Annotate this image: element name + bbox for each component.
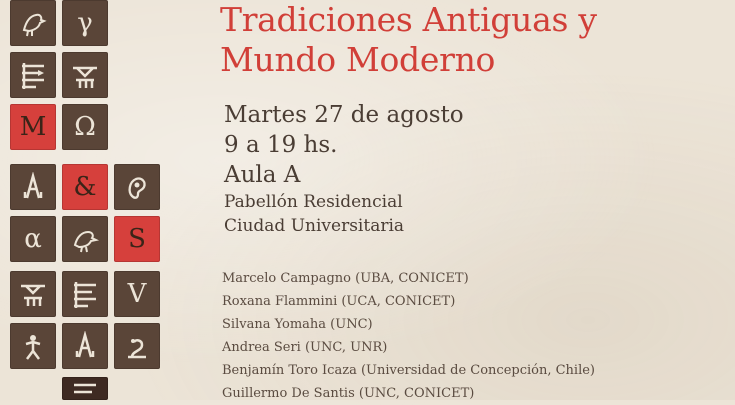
event-time: 9 a 19 hs. <box>224 132 338 158</box>
cuneiform-tile <box>10 52 56 98</box>
reed-glyph-tile <box>10 164 56 210</box>
cuneiform-tile-2 <box>62 52 108 98</box>
speaker-item: Andrea Seri (UNC, UNR) <box>222 340 388 355</box>
event-campus: Ciudad Universitaria <box>224 216 405 236</box>
omega-tile <box>62 104 108 150</box>
cuneiform-tile-4 <box>62 271 108 317</box>
ear-glyph-tile <box>114 164 160 210</box>
title-line-1: Tradiciones Antiguas y <box>220 0 597 39</box>
ampersand-tile <box>62 164 108 210</box>
vee-tile <box>114 271 160 317</box>
figure-icon <box>18 331 48 361</box>
ear-icon <box>122 172 152 202</box>
title-line-2: Mundo Moderno <box>220 40 496 79</box>
event-date: Martes 27 de agosto <box>224 102 464 128</box>
cuneiform-icon <box>18 60 48 90</box>
speaker-list <box>222 267 595 405</box>
event-room: Aula A <box>224 162 301 188</box>
cuneiform-icon <box>70 279 100 309</box>
gamma-glyph: γ <box>77 8 93 38</box>
event-info <box>224 100 464 238</box>
event-title <box>220 0 597 80</box>
alpha-glyph: α <box>24 224 42 254</box>
reed-glyph-tile-2 <box>62 323 108 369</box>
glyph-tile-column <box>0 0 170 400</box>
letter-m-glyph: M <box>19 112 47 142</box>
cuneiform-tile-3 <box>10 271 56 317</box>
letter-m-tile <box>10 104 56 150</box>
ampersand-glyph: & <box>73 172 97 202</box>
gamma-tile <box>62 0 108 46</box>
snake-icon <box>122 331 152 361</box>
letter-s-glyph: S <box>128 224 146 254</box>
wedge-icon <box>18 279 48 309</box>
letter-s-tile <box>114 216 160 262</box>
vee-glyph: V <box>127 279 147 309</box>
speaker-item: Guillermo De Santis (UNC, CONICET) <box>222 386 475 401</box>
bird-hieroglyph-tile <box>10 0 56 46</box>
speaker-item: Roxana Flammini (UCA, CONICET) <box>222 294 456 309</box>
omega-glyph: Ω <box>74 112 96 142</box>
snake-glyph-tile <box>114 323 160 369</box>
speaker-item: Silvana Yomaha (UNC) <box>222 317 373 332</box>
bird-icon <box>70 224 100 254</box>
bird-hieroglyph-tile-2 <box>62 216 108 262</box>
speaker-item: Marcelo Campagno (UBA, CONICET) <box>222 271 469 286</box>
speaker-item: Benjamín Toro Icaza (Universidad de Concepción, Chile) <box>222 363 596 378</box>
figure-glyph-tile <box>10 323 56 369</box>
bird-icon <box>18 8 48 38</box>
alpha-tile <box>10 216 56 262</box>
reed-icon <box>70 331 100 361</box>
partial-tile <box>62 377 108 400</box>
reed-icon <box>18 172 48 202</box>
wedge-icon <box>70 60 100 90</box>
cuneiform-icon <box>70 379 100 399</box>
event-building: Pabellón Residencial <box>224 192 403 212</box>
